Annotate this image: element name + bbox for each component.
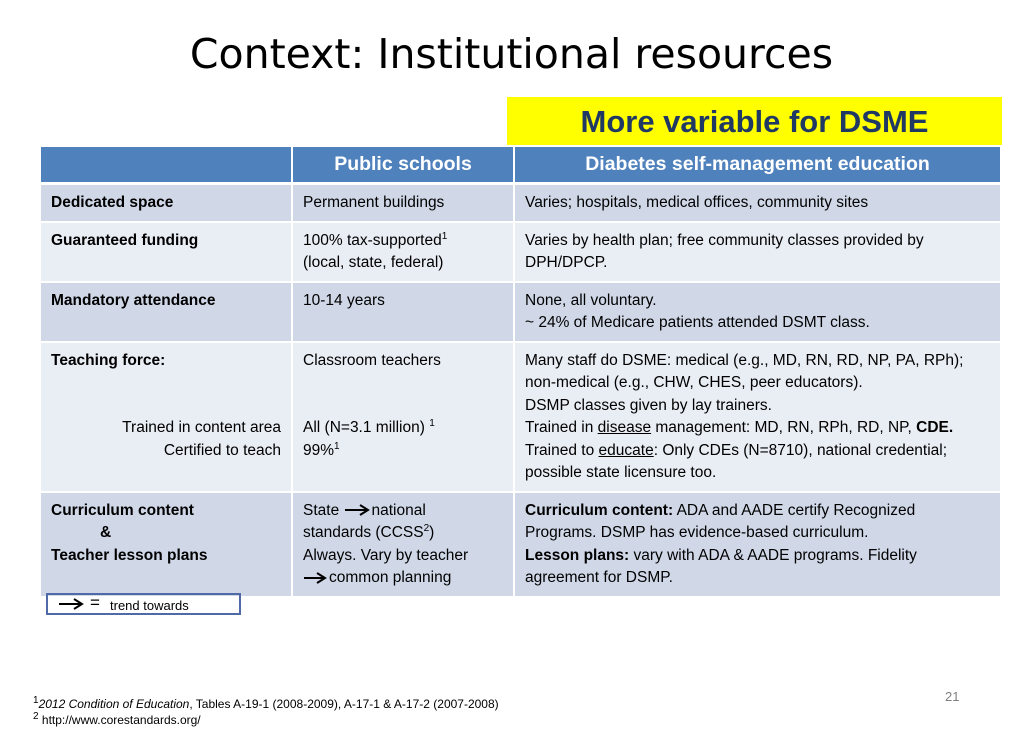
footnote-text: http://www.corestandards.org/	[38, 713, 201, 727]
row-label: Guaranteed funding	[41, 222, 292, 282]
footnote-text: , Tables A-19-1 (2008-2009), A-17-1 & A-17-2 (2007-2008)	[189, 697, 499, 711]
cell-text-bold: Curriculum content:	[525, 501, 674, 519]
header-dsme: Diabetes self-management education	[514, 147, 1001, 184]
cell-text: ~ 24% of Medicare patients attended DSMT class.	[525, 314, 870, 331]
table-row	[41, 342, 1001, 492]
cell-dsme: Varies by health plan; free community classes provided by DPH/DPCP.	[514, 222, 1001, 282]
table-row	[41, 492, 1001, 597]
cell-text: Always. Vary by teacher	[303, 546, 469, 564]
row-label-main: Teacher lesson plans	[51, 546, 208, 564]
footnote-ref: 1	[441, 230, 448, 242]
table-row	[41, 184, 1001, 222]
arrow-right-icon	[344, 503, 372, 517]
cell-text: )	[429, 524, 435, 541]
page-number: 21	[945, 689, 960, 704]
cell-dsme	[514, 492, 1001, 597]
cell-text-underlined: disease	[597, 419, 652, 436]
row-label	[41, 342, 292, 492]
row-sublabel: Certified to teach	[163, 441, 281, 459]
cell-public: 10-14 years	[292, 282, 514, 342]
table-row	[41, 282, 1001, 342]
cell-dsme: Varies; hospitals, medical offices, community sites	[514, 184, 1001, 222]
cell-text: (local, state, federal)	[303, 254, 444, 271]
footnote-1	[33, 697, 499, 711]
comparison-table	[41, 147, 1002, 598]
cell-public	[292, 222, 514, 282]
cell-dsme	[514, 282, 1001, 342]
cell-text: All (N=3.1 million)	[303, 419, 430, 436]
row-label-amp: &	[100, 524, 112, 541]
footnote-2	[33, 713, 201, 727]
cell-text: Trained to	[525, 441, 599, 459]
cell-text: standards (CCSS	[303, 524, 424, 541]
row-label-main: Curriculum content	[51, 501, 194, 519]
row-label	[41, 492, 292, 597]
cell-text: Classroom teachers	[303, 351, 441, 369]
cell-dsme	[514, 342, 1001, 492]
row-label: Dedicated space	[41, 184, 292, 222]
cell-text: None, all voluntary.	[525, 291, 657, 309]
cell-text: State	[303, 501, 344, 519]
cell-text-underlined: educate	[598, 441, 654, 459]
footnote-ref: 1	[429, 417, 435, 429]
cell-public: Permanent buildings	[292, 184, 514, 222]
cell-text: vary with ADA & AADE programs. Fidelity agreement for DSMP.	[525, 546, 917, 586]
cell-text: national	[371, 501, 426, 519]
cell-public	[292, 342, 514, 492]
legend-text: trend towards	[110, 598, 189, 613]
cell-text: DSMP classes given by lay trainers.	[525, 396, 772, 414]
row-label-main: Teaching force:	[51, 351, 166, 369]
arrow-right-icon	[58, 597, 86, 611]
cell-public	[292, 492, 514, 597]
cell-text: 100% tax-supported	[303, 231, 442, 249]
row-sublabel: Trained in content area	[122, 419, 281, 436]
header-blank	[41, 147, 292, 184]
cell-text: management: MD, RN, RPh, RD, NP,	[651, 419, 917, 436]
table-header-row	[41, 147, 1001, 184]
cell-text-bold: CDE.	[916, 419, 954, 436]
arrow-right-icon	[303, 571, 329, 585]
footnote-marker: 2	[33, 711, 39, 722]
cell-text: Trained in	[525, 419, 598, 436]
legend-equals: =	[90, 593, 100, 612]
cell-text: Many staff do DSME: medical (e.g., MD, RN, RD, NP, PA, RPh); non-medical (e.g., CHW, CHES, peer educators).	[525, 351, 964, 391]
cell-text: common planning	[329, 569, 452, 586]
callout-banner: More variable for DSME	[507, 97, 1002, 145]
cell-text: ADA and AADE certify Recognized Programs. DSMP has evidence-based curriculum.	[525, 501, 916, 541]
footnote-marker: 1	[33, 695, 39, 706]
legend-box	[46, 593, 241, 615]
footnote-ref: 1	[334, 440, 340, 452]
header-public-schools: Public schools	[292, 147, 514, 184]
table-row	[41, 222, 1001, 282]
row-label: Mandatory attendance	[41, 282, 292, 342]
cell-text: 99%	[303, 441, 335, 459]
cell-text: : Only CDEs (N=8710), national credential; possible state licensure too.	[525, 441, 948, 481]
slide-title: Context: Institutional resources	[189, 30, 834, 78]
cell-text-bold: Lesson plans:	[525, 546, 630, 564]
footnote-ref: 2	[423, 522, 430, 534]
footnote-italic: 2012 Condition of Education	[38, 697, 190, 711]
